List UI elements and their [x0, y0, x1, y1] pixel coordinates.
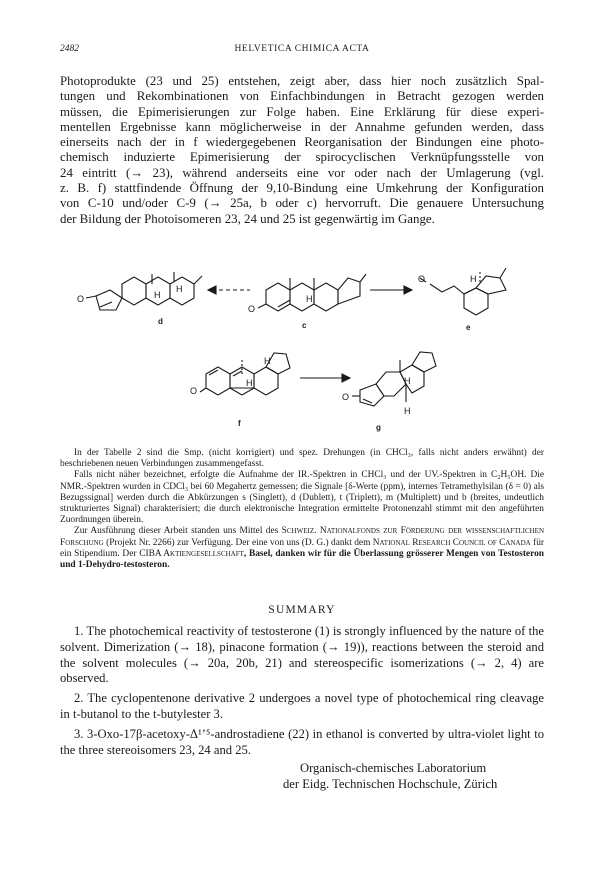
funder-schweiz: Schweiz. Nationalfonds zur Förderung der wissenschaftlichen Forschung [60, 526, 545, 548]
body-line: von C-10 und/oder C-9 (→ 25a, b oder c) hervorruft. Die genauere Untersuchung [60, 196, 544, 211]
label-g: g [376, 423, 381, 432]
structure-f [200, 353, 290, 395]
affiliation-line-1: Organisch-chemisches Laboratorium [300, 761, 487, 775]
structure-d [86, 272, 202, 310]
carbonyl-o-f: O [190, 386, 198, 396]
summary-item-1: 1. The photochemical reactivity of testosterone (1) is strongly influenced by the nature of the solvent. Dimerization (→ 18), pinacone formation (→ 19)), reactions between the steroid and the solvent molecules (→ 20a, 20b, 21) and stereospecific isomerizations (→ 2, 4) are observed. [60, 624, 544, 686]
carbonyl-o-d: O [77, 294, 85, 304]
body-line: einerseits nach der in f wiedergegebenen Reorganisation der Bindungen eine photo- [60, 135, 544, 150]
summary-heading: SUMMARY [268, 604, 336, 616]
h-label-f2: H [264, 356, 271, 366]
affiliation-line-2: der Eidg. Technischen Hochschule, Zürich [283, 777, 498, 791]
summary-item-2: 2. The cyclopentenone derivative 2 undergoes a novel type of photochemical ring cleavage in t-butanol to the t-butylester 3. [60, 691, 544, 721]
funder-ciba: CIBA Aktiengesellschaft [139, 548, 244, 559]
experimental-notes [60, 448, 544, 571]
body-line: der Bildung der Photoisomeren 23, 24 und 25 ist gegenwärtig im Gange. [60, 211, 435, 226]
h-label-f1: H [246, 378, 253, 388]
summary-section [60, 624, 544, 762]
funder-nrc: National Research Council of Canada [372, 537, 531, 548]
h-label-g2: H [404, 406, 411, 416]
page-number: 2482 [60, 44, 79, 54]
carbonyl-o-c: O [248, 304, 256, 314]
structure-c [258, 274, 366, 311]
notes-paragraph-2: Falls nicht näher bezeichnet, erfolgte die Aufnahme der IR.-Spektren in CHCl₃ und der UV.-Spektren in C₂H₅OH. Die NMR.-Spektren wurden in CDCl₃ bei 60 Megahertz gemessen; die Signale [δ-Werte (ppm), internes Tetramethylsilan (δ = 0) als Bezugssignal] werden durch die Abkürzungen s (Singlett), d (Dublett), t (Triplett), m (Multiplett) und b (breites, undeutlich strukturiertes Signal) charakterisiert; die durch elektronische Integration ermittelte Protonenzahl stimmt mit den angeführten Zuordnungen überein. [60, 470, 544, 526]
carbonyl-o-e: O [418, 274, 426, 284]
body-line: mentellen Ergebnisse kann möglicherweise in der Annahme gefunden werden, dass [60, 119, 544, 134]
structure-scheme [60, 238, 544, 448]
structure-g [352, 352, 436, 406]
label-e: e [466, 323, 471, 332]
body-line: tungen und Rekombinationen von Einfachbindungen in Betracht gezogen werden [60, 89, 544, 104]
running-header [60, 44, 544, 60]
notes-paragraph-1: In der Tabelle 2 sind die Smp. (nicht korrigiert) und spez. Drehungen (in CHCl₃, falls nicht anders erwähnt) der beschriebenen neuen Verbindungen zusammengefasst. [60, 448, 544, 470]
h-label-d1: H [154, 290, 161, 300]
carbonyl-o-g: O [342, 392, 350, 402]
structure-e [420, 268, 506, 315]
summary-item-3: 3. 3-Oxo-17β-acetoxy-Δ¹ʼ⁵-androstadiene (22) in ethanol is converted by ultra-violet light to the three stereoisomers 23, 24 and 25. [60, 726, 544, 757]
journal-title: HELVETICA CHIMICA ACTA [234, 44, 370, 54]
label-d: d [158, 317, 163, 326]
body-line: müssen, die Epimerisierungen zur Folge haben. Eine Erklärung für diese experi- [60, 104, 544, 119]
h-label-g1: H [404, 376, 411, 386]
h-label-e: H [470, 274, 477, 284]
label-f: f [238, 419, 241, 428]
h-label-c: H [306, 294, 313, 304]
body-line: Photoprodukte (23 und 25) entstehen, zeigt aber, dass hier noch zusätzlich Spal- [60, 74, 544, 88]
h-label-d2: H [176, 284, 183, 294]
body-line: 24 eintritt (→ 23), während anderseits eine vor oder nach der Umlagerung (vgl. [60, 165, 544, 180]
body-line: chemisch induzierte Epimerisierung der spirocyclischen Verknüpfungsstelle von [60, 150, 544, 165]
acknowledgement: Zur Ausführung dieser Arbeit standen uns Mittel des Schweiz. Nationalfonds zur Förderung der wissenschaftlichen Forschung (Projekt Nr. 2266) zur Verfügung. Der eine von uns (D. G.) dankt dem National Research Council of Canada für ein Stipendium. Der CIBA Aktiengesellschaft, Basel, danken wir für die Überlassung grösserer Mengen von Testosteron und 1-Dehydro-testosteron. [60, 526, 545, 571]
body-line: z. B. f) stattfindende Öffnung der 9,10-Bindung eine Umkehrung der Konfiguration [60, 181, 544, 196]
body-paragraph [60, 74, 544, 227]
label-c: c [302, 321, 307, 330]
affiliation [283, 760, 498, 792]
